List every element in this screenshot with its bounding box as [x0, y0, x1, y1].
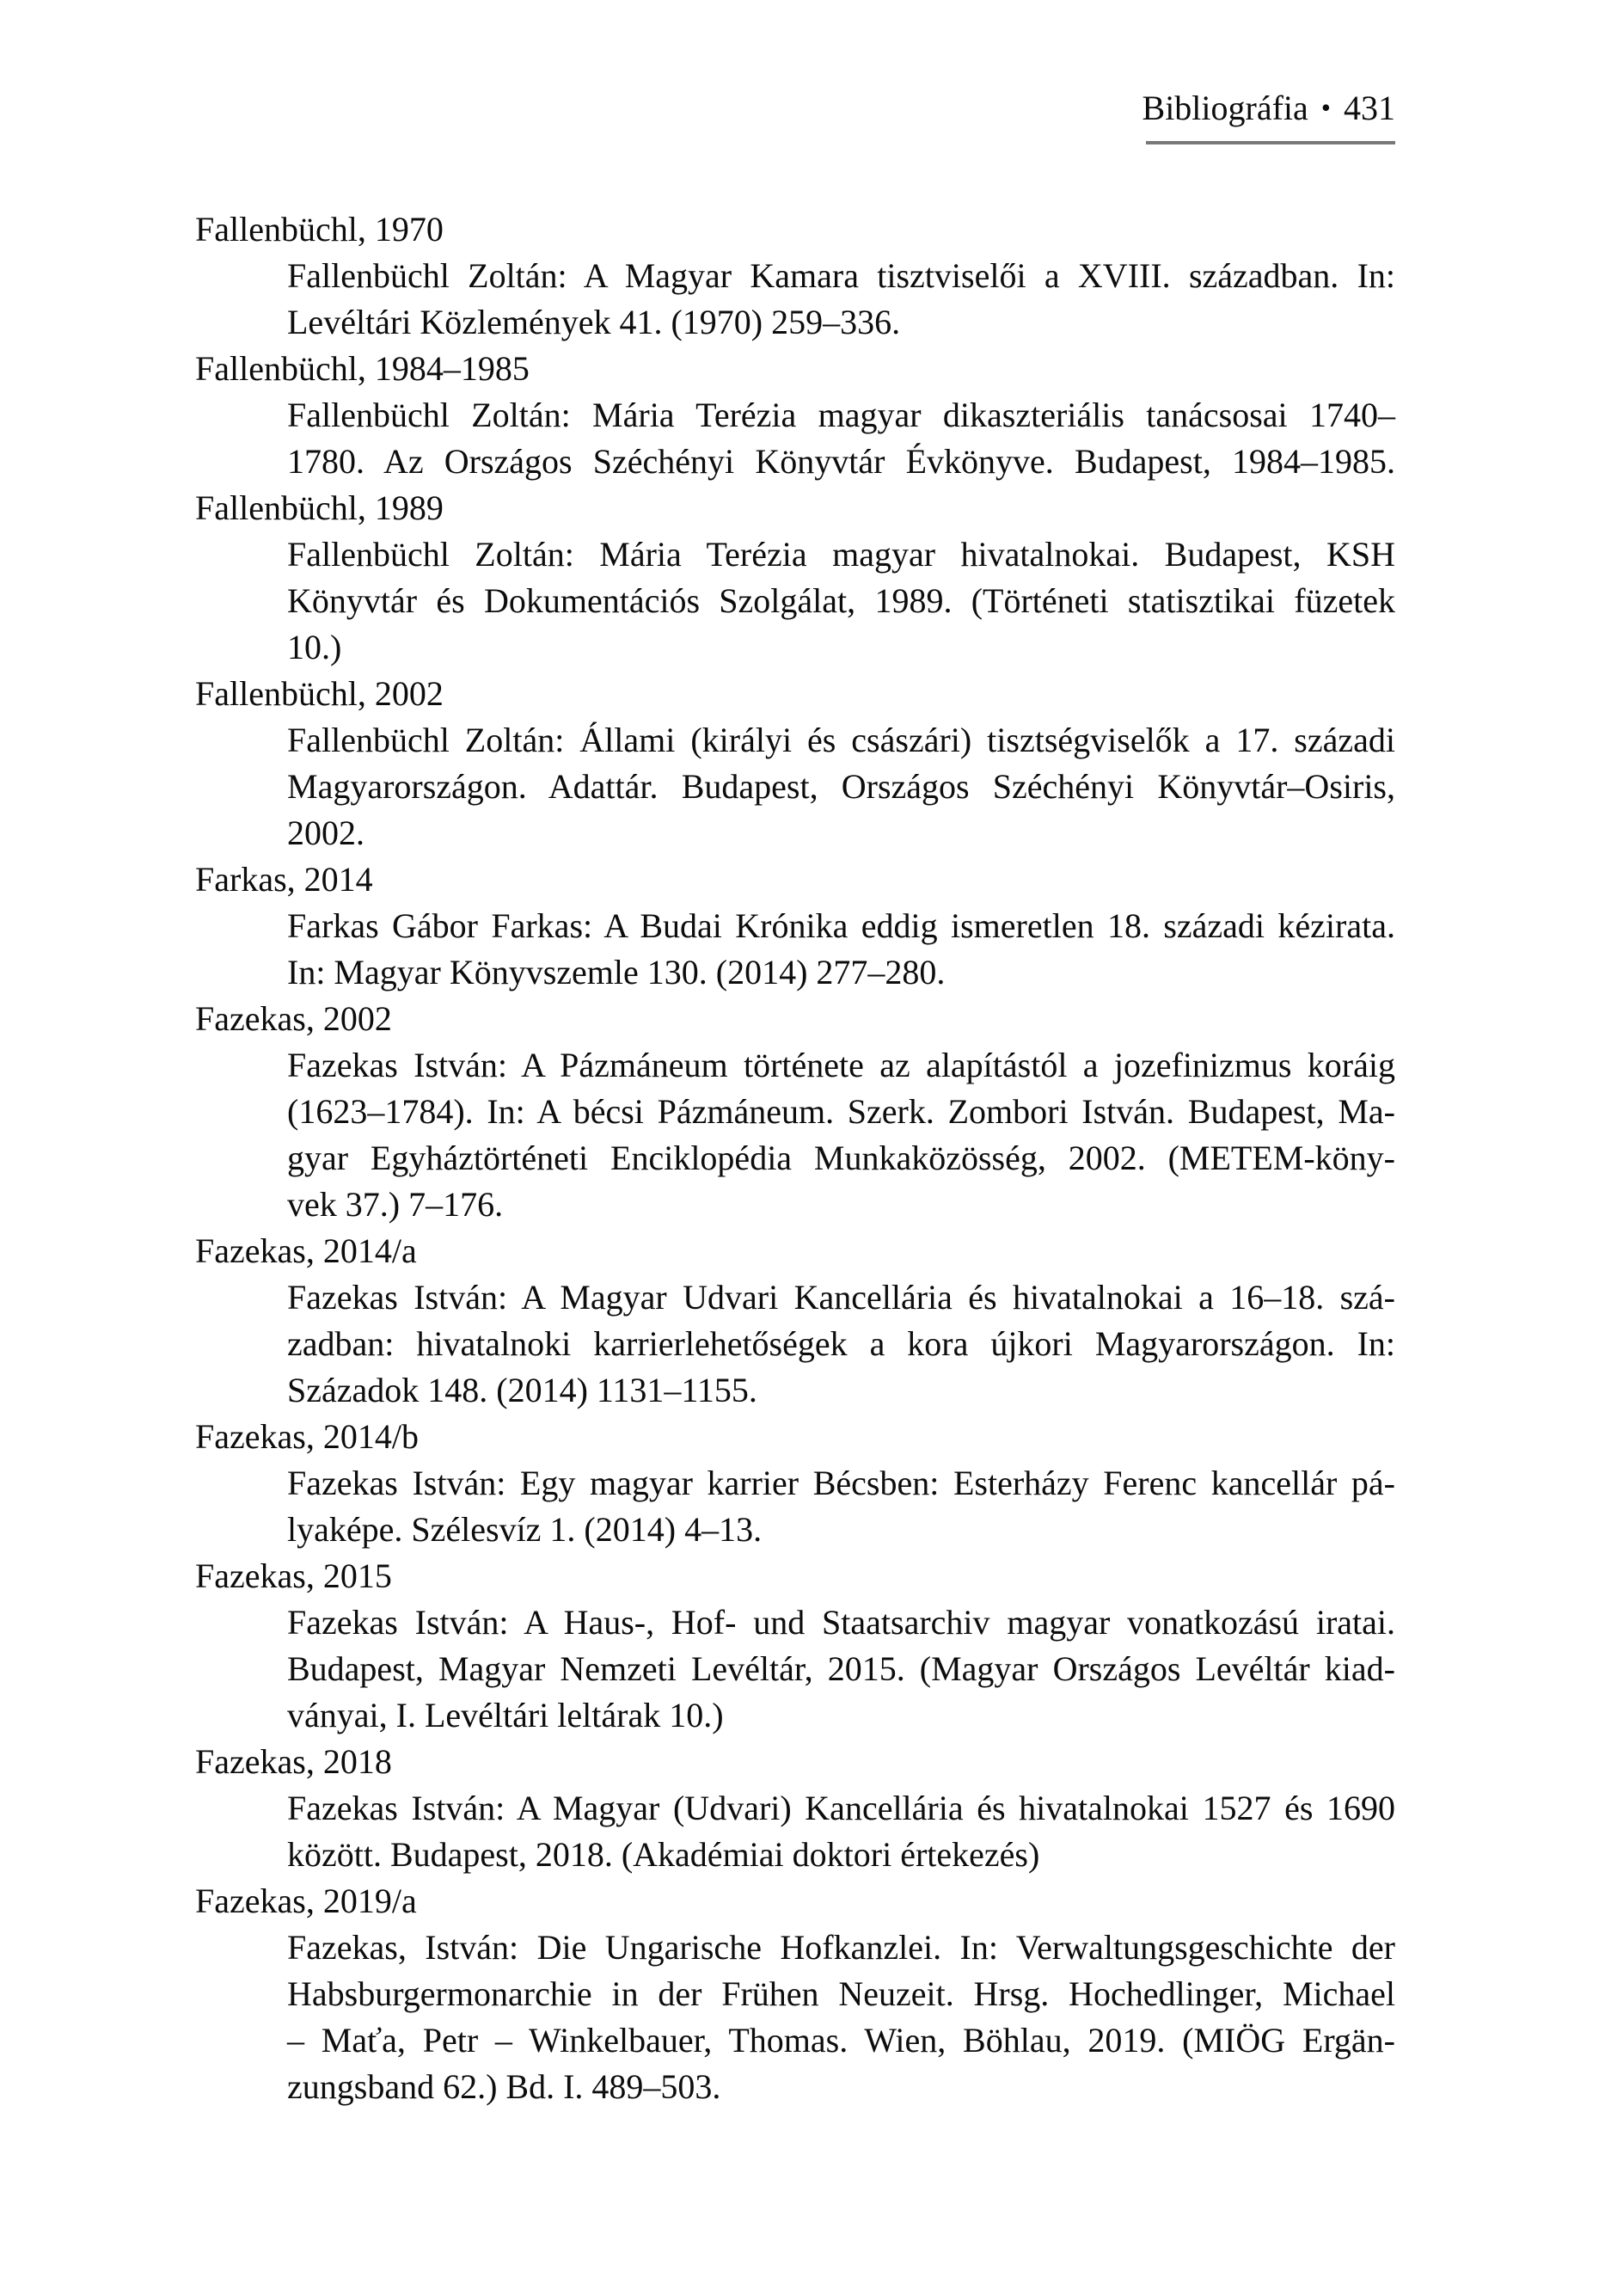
- entry-body: [287, 1925, 1395, 2110]
- entry-label: Farkas, 2014: [195, 860, 373, 899]
- page-number: 431: [1344, 89, 1395, 127]
- entry-label: Fallenbüchl, 2002: [195, 674, 444, 713]
- entry-line: Fallenbüchl Zoltán: Mária Terézia magyar dikaszteriális tanácsosai 1740–: [287, 396, 1395, 434]
- entry-line: Magyarországon. Adattár. Budapest, Országos Széchényi Könyvtár–Osiris,: [287, 767, 1395, 806]
- bibliography-entry: [195, 1553, 1395, 1739]
- entry-line: Fazekas István: A Pázmáneum története az alapítástól a jozefinizmus koráig: [287, 1046, 1395, 1084]
- entry-line: zungsband 62.) Bd. I. 489–503.: [287, 2067, 721, 2106]
- page-header: [1142, 86, 1395, 130]
- entry-line: In: Magyar Könyvszemle 130. (2014) 277–280.: [287, 953, 946, 991]
- entry-label: Fazekas, 2019/a: [195, 1882, 417, 1920]
- entry-label: Fazekas, 2015: [195, 1556, 392, 1595]
- entry-body: [287, 531, 1395, 671]
- bibliography-entry: [195, 1739, 1395, 1878]
- entry-line: Fallenbüchl Zoltán: Állami (királyi és császári) tisztségviselők a 17. századi: [287, 721, 1395, 759]
- bibliography-entry: [195, 346, 1395, 485]
- entry-line: – Maťa, Petr – Winkelbauer, Thomas. Wien, Böhlau, 2019. (MIÖG Ergän-: [287, 2021, 1395, 2060]
- entry-body: [287, 253, 1395, 346]
- entry-line: Habsburgermonarchie in der Frühen Neuzeit. Hrsg. Hochedlinger, Michael: [287, 1974, 1395, 2013]
- entry-label: Fazekas, 2002: [195, 999, 392, 1038]
- entry-line: Farkas Gábor Farkas: A Budai Krónika eddig ismeretlen 18. századi kézirata.: [287, 906, 1395, 945]
- entry-body: [287, 392, 1395, 485]
- entry-line: között. Budapest, 2018. (Akadémiai doktori értekezés): [287, 1835, 1040, 1874]
- entry-line: Levéltári Közlemények 41. (1970) 259–336.: [287, 303, 901, 341]
- entry-body: [287, 717, 1395, 856]
- bibliography-entry: [195, 485, 1395, 671]
- entry-label: Fazekas, 2018: [195, 1742, 392, 1781]
- bullet-separator-icon: •: [1320, 92, 1331, 123]
- entry-label: Fallenbüchl, 1984–1985: [195, 349, 530, 388]
- entry-line: vek 37.) 7–176.: [287, 1185, 504, 1224]
- entry-line: Fazekas István: A Magyar (Udvari) Kancellária és hivatalnokai 1527 és 1690: [287, 1789, 1395, 1827]
- entry-line: gyar Egyháztörténeti Enciklopédia Munkaközösség, 2002. (METEM-köny-: [287, 1139, 1395, 1177]
- bibliography-entry: [195, 996, 1395, 1228]
- entry-line: ványai, I. Levéltári leltárak 10.): [287, 1696, 724, 1734]
- entry-line: Fazekas István: Egy magyar karrier Bécsben: Esterházy Ferenc kancellár pá-: [287, 1464, 1395, 1502]
- entry-line: Könyvtár és Dokumentációs Szolgálat, 1989. (Történeti statisztikai füzetek: [287, 581, 1395, 620]
- bibliography-entry: [195, 206, 1395, 346]
- bibliography-entry: [195, 1414, 1395, 1553]
- bibliography-entry: [195, 1228, 1395, 1414]
- entry-line: Századok 148. (2014) 1131–1155.: [287, 1371, 757, 1409]
- entry-line: Fazekas, István: Die Ungarische Hofkanzlei. In: Verwaltungsgeschichte der: [287, 1928, 1395, 1967]
- entry-line: Fazekas István: A Haus-, Hof- und Staatsarchiv magyar vonatkozású iratai.: [287, 1603, 1395, 1642]
- entry-label: Fazekas, 2014/a: [195, 1231, 417, 1270]
- entry-body: [287, 1042, 1395, 1228]
- bibliography-entry: [195, 1878, 1395, 2110]
- entry-line: (1623–1784). In: A bécsi Pázmáneum. Szerk. Zombori István. Budapest, Ma-: [287, 1092, 1395, 1131]
- entry-label: Fazekas, 2014/b: [195, 1417, 419, 1456]
- entry-body: [287, 903, 1395, 996]
- entry-body: [287, 1785, 1395, 1878]
- bibliography-list: [195, 206, 1395, 2110]
- entry-line: 10.): [287, 628, 342, 666]
- page-header-title: Bibliográfia: [1142, 89, 1308, 127]
- entry-body: [287, 1274, 1395, 1414]
- entry-line: lyaképe. Szélesvíz 1. (2014) 4–13.: [287, 1510, 763, 1549]
- entry-label: Fallenbüchl, 1970: [195, 210, 444, 249]
- bibliography-entry: [195, 671, 1395, 856]
- entry-line: Fallenbüchl Zoltán: A Magyar Kamara tisztviselői a XVIII. században. In:: [287, 256, 1395, 295]
- entry-line: 1780. Az Országos Széchényi Könyvtár Évkönyve. Budapest, 1984–1985.: [287, 442, 1395, 481]
- entry-body: [287, 1599, 1395, 1739]
- entry-line: Fazekas István: A Magyar Udvari Kancellária és hivatalnokai a 16–18. szá-: [287, 1278, 1395, 1317]
- entry-line: Budapest, Magyar Nemzeti Levéltár, 2015. (Magyar Országos Levéltár kiad-: [287, 1649, 1395, 1688]
- bibliography-entry: [195, 856, 1395, 996]
- entry-line: 2002.: [287, 813, 364, 852]
- header-rule: [1146, 141, 1395, 144]
- entry-line: zadban: hivatalnoki karrierlehetőségek a kora újkori Magyarországon. In:: [287, 1324, 1395, 1363]
- entry-line: Fallenbüchl Zoltán: Mária Terézia magyar hivatalnokai. Budapest, KSH: [287, 535, 1395, 574]
- entry-body: [287, 1460, 1395, 1553]
- entry-label: Fallenbüchl, 1989: [195, 488, 444, 527]
